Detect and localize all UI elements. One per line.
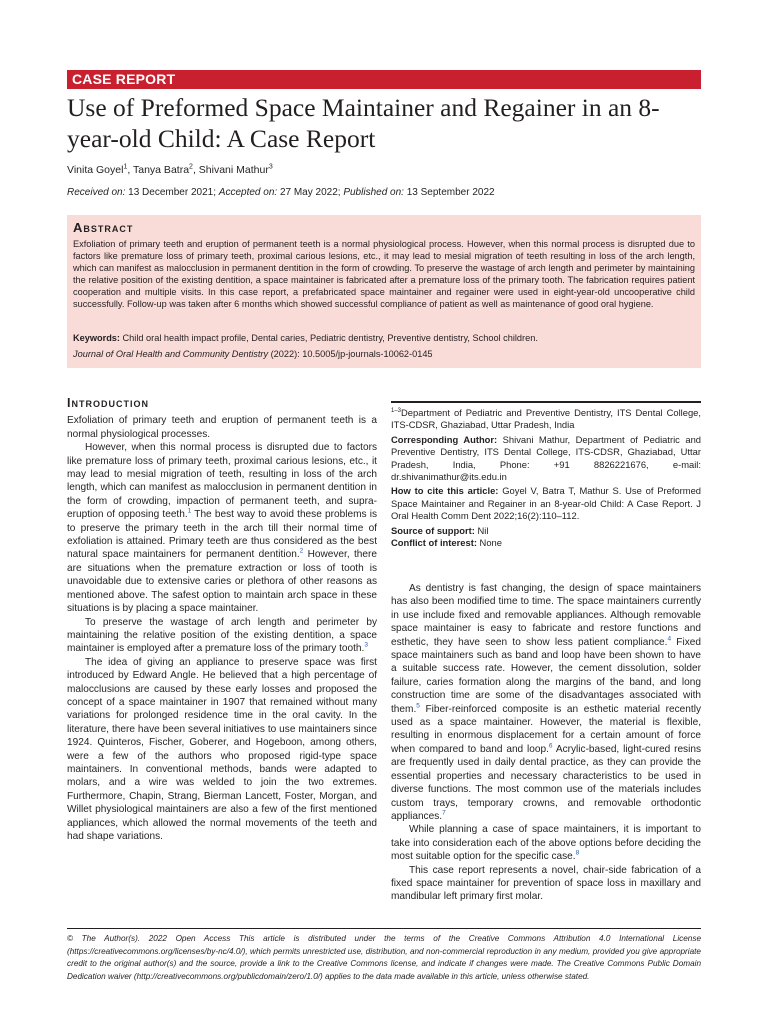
how-to-cite [391,485,701,522]
reference-5[interactable]: 5 [416,702,420,710]
author-name: Tanya Batra [133,164,190,176]
author-affil: 1 [123,163,128,171]
intro-paragraph [67,441,377,615]
keywords [73,333,538,343]
intro-paragraph: Exfoliation of primary teeth and eruption of permanent teeth is a normal physiological processes. [67,415,377,440]
introduction-heading: Introduction [67,396,149,410]
author-name: Vinita Goyel [67,164,124,176]
conflict-label: Conflict of interest: [391,537,477,549]
journal-name: Journal of Oral Health and Community Dentistry [73,349,269,359]
doi: (2022): 10.5005/jp-journals-10062-0145 [270,349,433,359]
reference-6[interactable]: 6 [548,742,553,750]
text-run: Fiber-reinforced composite is an esthetic material recently used as a space maintainer. However, the material is flexible, resulting in enormous displacement for a certain amount of force when compared to band and loop. [391,703,701,755]
support-label: Source of support: [391,524,475,536]
intro-paragraph [67,616,377,656]
text-run: However, there are situations when the premature extraction or loss of tooth is unavoidable due to extensive caries or plethora of other reasons as mentioned above. The safest option to maintain arch space in these situations is by placing a space maintainer. [67,549,377,615]
published-date: 13 September 2022 [406,187,495,198]
left-column [67,397,377,843]
publication-dates [67,187,495,198]
conflict-of-interest [391,537,701,549]
corresponding-text: Shivani Mathur, Department of Pediatric and Preventive Dentistry, ITS Dental College, ITS-CDSR, Ghaziabad, Uttar Pradesh, India, Phone: +91 8826221676, e-mail: dr.shivanimathur@its.edu.in [391,433,701,483]
body-paragraph: This case report represents a novel, chair-side fabrication of a fixed space maintainer for prevention of space loss in maxillary and mandibular left primary first molar. [391,864,701,903]
keywords-label: Keywords: [73,333,120,343]
accepted-label: Accepted on: [218,187,278,198]
intro-paragraph: The idea of giving an appliance to preserve space was first introduced by Edward Angle. He believed that a high percentage of malocclusions are caused by these early losses and proposed the concept of a space maintainer in 1907 that remained without many variations for prolonged residence time in the oral cavity. In the literature, there have been several initiatives to use maintainers since 1924. Quinteros, Fischer, Goberer, and Hogeboon, among others, were a few of the authors who proposed rigid-type space maintainers. In conventional methods, bands were adapted to molars, and a wire was welded to join the two extremes. Furthermore, Chapin, Strang, Bierman Lancett, Foster, Morgan, and Willet physiological maintainers are also a few of the first mentioned appliances, which allowed the normal movements of the teeth and had shape variations. [67,656,377,842]
reference-8[interactable]: 8 [575,849,580,857]
author-affil: 3 [268,163,273,171]
reference-3[interactable]: 3 [364,641,368,649]
affil-sup: 1–3 [391,407,402,414]
text-run: However, when this normal process is disrupted due to factors like premature loss of primary teeth, proximal carious lesions, etc., it may lead to mesial migration of teeth, resulting in loss of the arch length, which can manifest as malocclusion in permanent dentition in the form of crowding, impaction of permanent teeth, and supra-eruption of opposing teeth. [67,442,377,521]
text-run: Acrylic-based, light-cured resins are frequently used in daily dental practice, as they can provide the essential properties and necessary characteristics to be used in diverse functions. The most common use of the materials includes custom trays, temporary crowns, and removable orthodontic appliances. [391,743,702,822]
reference-2[interactable]: 2 [299,548,304,556]
abstract-box [67,215,701,368]
corresponding-label: Corresponding Author: [391,433,498,445]
cite-label: How to cite this article: [391,485,499,497]
source-of-support [391,525,701,537]
text-run: While planning a case of space maintainers, it is important to take into consideration each of the above options before deciding the most suitable option for the specific case. [391,824,701,863]
author-name: Shivani Mathur [198,164,269,176]
right-column-body [391,582,701,904]
affiliation-box [391,401,701,549]
body-paragraph [391,582,701,823]
reference-4[interactable]: 4 [667,635,672,643]
abstract-heading: Abstract [73,220,134,235]
corresponding-author [391,434,701,484]
reference-1[interactable]: 1 [187,507,192,515]
text-run: Fixed space maintainers such as band and loop have been shown to have a suitable success rate. However, the cement dissolution, solder failure, caries formation along the margins of the band, and long construction time are some of the disadvantages associated with them. [391,636,701,715]
journal-citation [73,349,433,359]
license-footer: © The Author(s). 2022 Open Access This article is distributed under the terms of the Creative Commons Attribution 4.0 International License (https://creativecommons.org/licenses/by-nc/4.0/), which permits unrestricted use, distribution, and non-commercial reproduction in any medium, provided you give appropriate credit to the original author(s) and the source, provide a link to the Creative Commons license, and indicate if changes were made. The Creative Commons Public Domain Dedication waiver (http://creativecommons.org/publicdomain/zero/1.0/) applies to the data made available in this article, unless otherwise stated. [67,928,701,983]
case-report-badge [67,70,701,89]
department-text: Department of Pediatric and Preventive Dentistry, ITS Dental College, ITS-CDSR, Ghaziabad, Uttar Pradesh, India [391,407,701,431]
reference-7[interactable]: 7 [442,809,446,817]
conflict-text: None [479,537,502,549]
article-title: Use of Preformed Space Maintainer and Regainer in an 8-year-old Child: A Case Report [67,93,660,153]
received-date: 13 December 2021; [128,187,216,198]
received-label: Received on: [67,187,126,198]
badge-label: CASE REPORT [72,71,176,87]
text-run: The best way to avoid these problems is to preserve the primary teeth in the arch till their normal time of exfoliation is attained. Primary teeth are thus considered as the best natural space maintainers for permanent dentition. [67,509,377,561]
text-run: As dentistry is fast changing, the design of space maintainers has also been modified time to time. The space maintainers currently in use include fixed and removable appliances. Although removable space maintainer is easy to fabricate and restore functions and esthetic, they have seen to show less patient compliance. [391,583,701,648]
cite-text: Goyel V, Batra T, Mathur S. Use of Preformed Space Maintainer and Regainer in an 8-year-old Child: A Case Report. J Oral Health Comm Dent 2022;16(2):110–112. [391,485,702,522]
department [391,407,701,432]
published-label: Published on: [343,187,404,198]
author-list: Vinita Goyel$^1$, Tanya Batra$^2$, Shivani Mathur$^3$ [67,163,273,176]
abstract-text: Exfoliation of primary teeth and eruption of permanent teeth is a normal physiological process. However, when this normal process is disrupted due to factors like premature loss of primary teeth, proximal carious lesions, etc., it may lead to mesial migration of teeth resulting in loss of the arch length, which can manifest as malocclusion in permanent dentition in the form of crowding. To preserve the wastage of arch length and perimeter by maintaining the relative position of the existing dentition, a space maintainer is fabricated after a premature loss of the primary tooth. The fabrication requires patient cooperation and multiple visits. In this case report, a prefabricated space maintainer and regainer were used in eight-year-old uncooperative child successfully. Follow-up was taken after 6 months which showed successful compliance of patient as well as maintenance of good oral hygiene. [73,239,695,310]
keywords-text: Child oral health impact profile, Dental caries, Pediatric dentistry, Preventive dentistry, School children. [122,333,538,343]
accepted-date: 27 May 2022; [279,187,341,198]
author-affil: 2 [189,163,193,171]
body-paragraph [391,823,701,863]
text-run: To preserve the wastage of arch length and perimeter by maintaining the relative position of the existing dentition, a space maintainer is employed after a premature loss of the primary tooth. [67,616,377,655]
support-text: Nil [477,524,489,536]
